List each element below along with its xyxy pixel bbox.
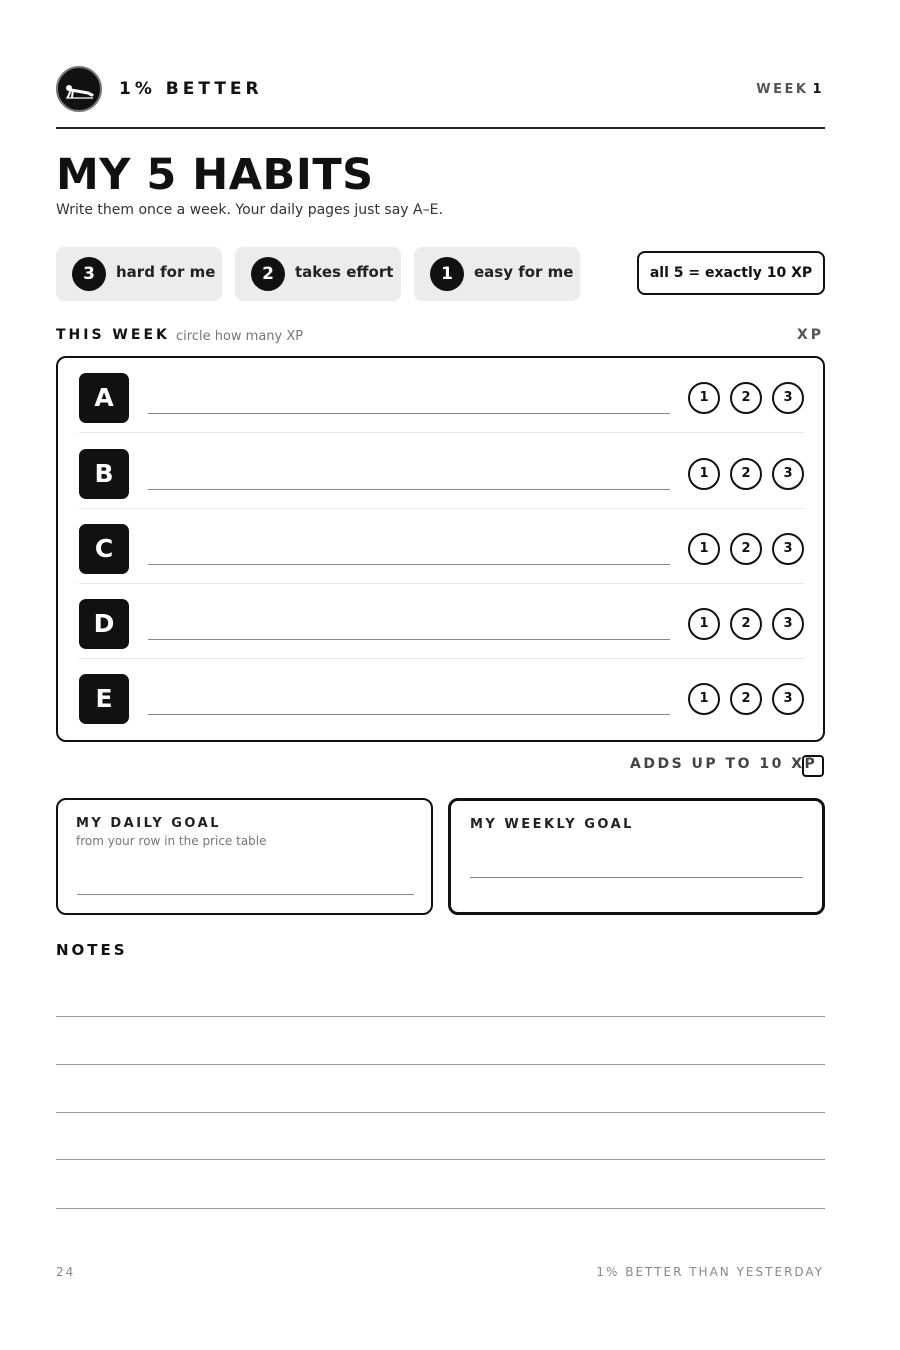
xp-option-2[interactable]: 2 [730,458,762,490]
page-title: MY 5 HABITS [56,150,374,200]
weekly-goal-write-line[interactable] [470,877,803,878]
daily-goal-box [56,798,433,915]
this-week-label: THIS WEEK [56,327,170,343]
habit-row-c [79,509,804,584]
xp-option-3[interactable]: 3 [772,608,804,640]
habit-row-b [79,434,804,509]
points-badge: 2 [251,257,285,291]
brand-name: 1% BETTER [119,79,263,99]
legend-label: easy for me [474,263,574,281]
xp-option-3[interactable]: 3 [772,683,804,715]
habit-letter: E [79,674,129,724]
habit-write-line[interactable] [148,489,670,490]
xp-rule-box: all 5 = exactly 10 XP [637,251,825,295]
xp-option-3[interactable]: 3 [772,382,804,414]
habit-write-line[interactable] [148,564,670,565]
notes-title: NOTES [56,941,128,959]
page-number: 24 [56,1265,76,1279]
week-indicator [756,82,824,97]
daily-goal-write-line[interactable] [77,894,414,895]
habit-letter: B [79,449,129,499]
xp-option-1[interactable]: 1 [688,533,720,565]
footer-tagline: 1% BETTER THAN YESTERDAY [596,1265,824,1279]
points-badge: 3 [72,257,106,291]
habit-write-line[interactable] [148,413,670,414]
xp-option-1[interactable]: 1 [688,382,720,414]
xp-option-2[interactable]: 2 [730,533,762,565]
notes-line[interactable] [56,1064,825,1065]
total-checkbox[interactable] [802,755,824,777]
habits-table [56,356,825,742]
xp-column-header: XP [796,327,824,343]
points-badge: 1 [430,257,464,291]
notes-line[interactable] [56,1016,825,1017]
notes-line[interactable] [56,1208,825,1209]
pushup-figure-icon [56,66,102,112]
habit-letter: C [79,524,129,574]
xp-option-3[interactable]: 3 [772,458,804,490]
page-header [56,66,824,116]
habit-row-d [79,584,804,659]
xp-option-2[interactable]: 2 [730,683,762,715]
row-divider [79,432,804,433]
habit-row-e [79,659,804,734]
this-week-hint: circle how many XP [176,329,304,344]
adds-up-label: ADDS UP TO 10 XP [630,756,818,772]
daily-goal-title: MY DAILY GOAL [76,816,221,831]
week-number: 1 [812,82,824,97]
legend-label: takes effort [295,263,394,281]
xp-option-3[interactable]: 3 [772,533,804,565]
habit-letter: D [79,599,129,649]
xp-option-1[interactable]: 1 [688,608,720,640]
habit-write-line[interactable] [148,714,670,715]
legend-pill-hard [56,247,222,301]
page-subtitle: Write them once a week. Your daily pages just say A–E. [56,202,443,218]
daily-goal-hint: from your row in the price table [76,834,267,848]
xp-option-1[interactable]: 1 [688,683,720,715]
xp-option-2[interactable]: 2 [730,382,762,414]
notes-line[interactable] [56,1159,825,1160]
xp-option-2[interactable]: 2 [730,608,762,640]
xp-option-1[interactable]: 1 [688,458,720,490]
header-divider [56,127,825,129]
week-label: WEEK [756,82,809,97]
habit-row-a [79,358,804,433]
habit-write-line[interactable] [148,639,670,640]
legend-pill-effort [235,247,401,301]
habit-letter: A [79,373,129,423]
weekly-goal-title: MY WEEKLY GOAL [470,817,634,832]
legend-pill-easy [414,247,580,301]
notes-line[interactable] [56,1112,825,1113]
legend-label: hard for me [116,263,216,281]
weekly-goal-box [448,798,825,915]
